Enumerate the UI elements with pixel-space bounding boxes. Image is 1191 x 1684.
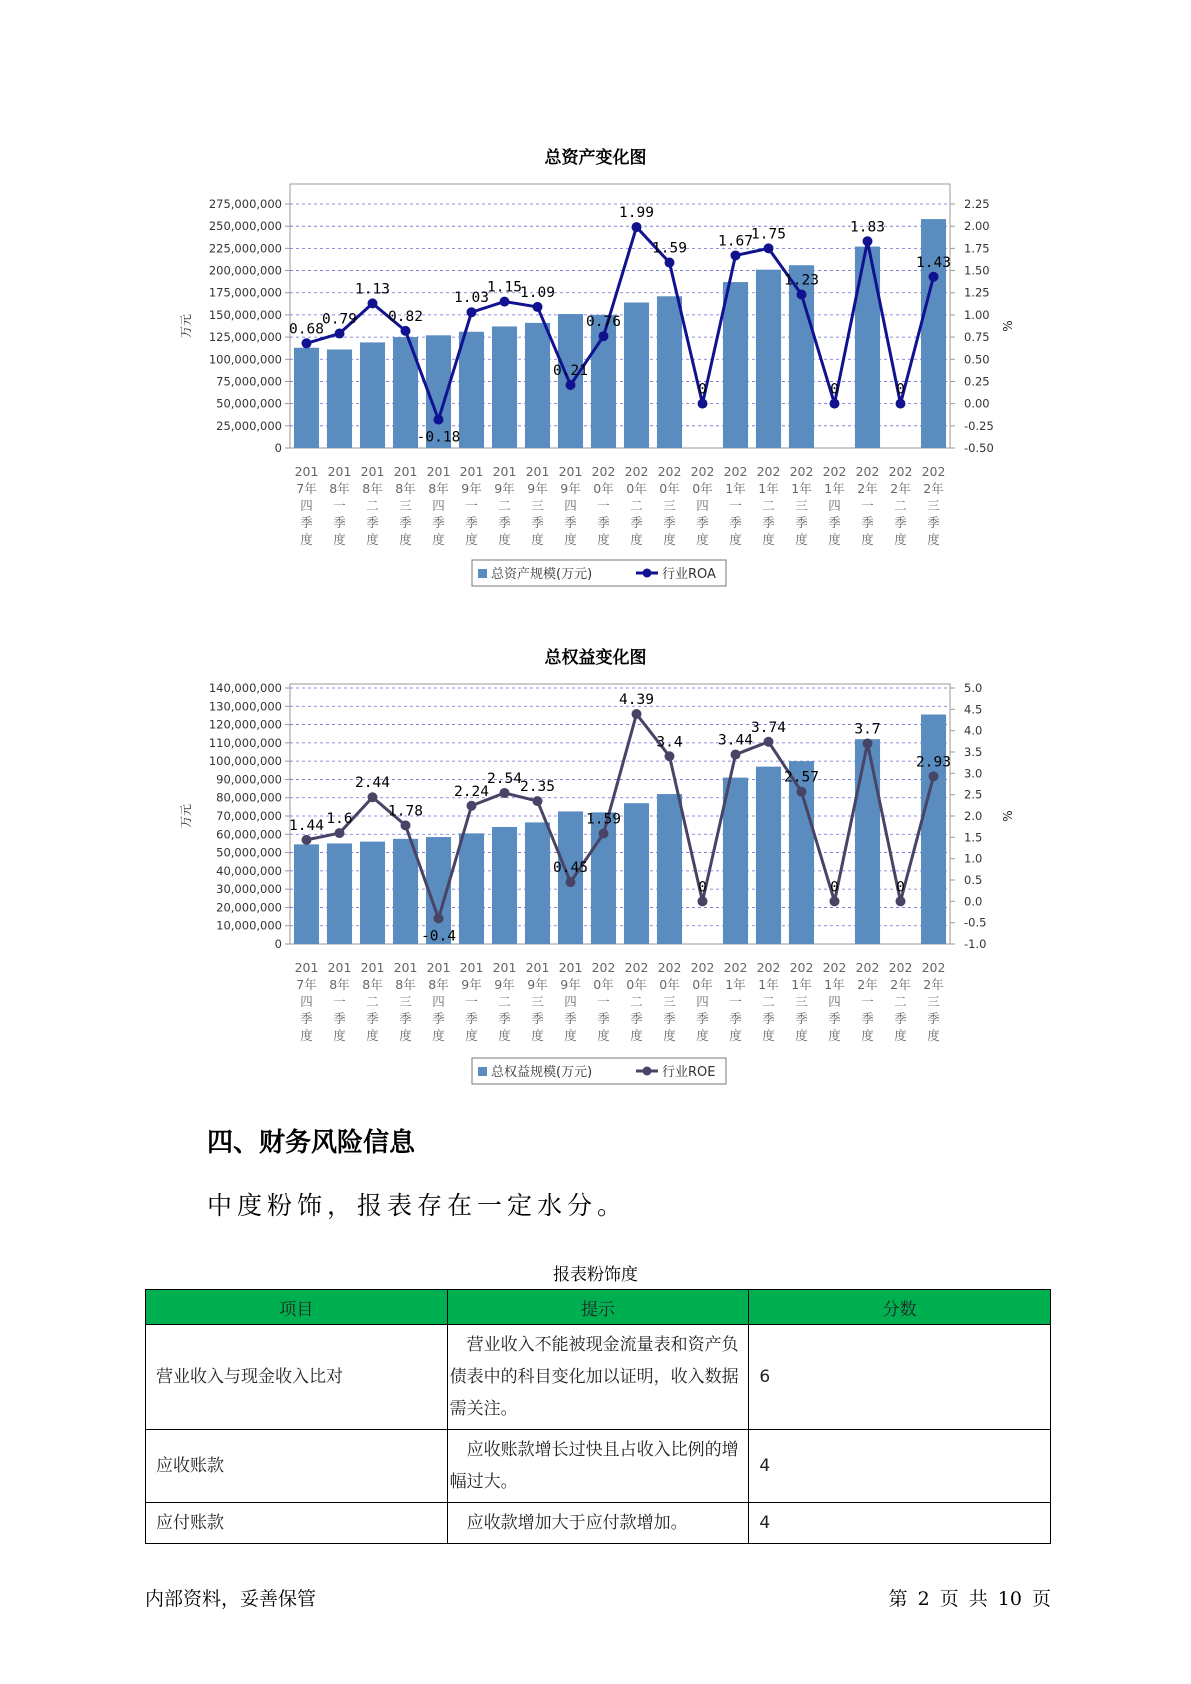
data-label: 2.93: [916, 754, 951, 771]
y2-tick-label: 5.0: [964, 681, 983, 695]
data-label: 1.78: [388, 803, 423, 820]
y2-axis-title: %: [1001, 320, 1015, 332]
data-label: 2.24: [454, 783, 489, 800]
y2-tick-label: 3.0: [964, 766, 983, 781]
data-label: 0: [698, 381, 707, 398]
line-point: [731, 250, 741, 260]
x-tick-label: 202 2年一季度: [855, 464, 880, 547]
header-score: 分数: [749, 1290, 1051, 1325]
data-label: 1.13: [355, 281, 390, 298]
y-tick-label: 40,000,000: [216, 863, 282, 878]
row-item: 营业收入与现金收入比对: [146, 1325, 448, 1430]
y-axis-title: 万元: [179, 803, 193, 829]
line-point: [467, 307, 477, 317]
y-tick-label: 250,000,000: [208, 219, 282, 234]
x-tick-label: 202 1年一季度: [723, 464, 748, 547]
y-tick-label: 150,000,000: [208, 307, 282, 322]
chart-title-total-assets: 总资产变化图: [544, 148, 647, 168]
data-label: 3.44: [718, 732, 753, 749]
x-tick-label: 202 0年二季度: [624, 960, 649, 1043]
y2-tick-label: 2.0: [964, 809, 983, 823]
line-point: [632, 709, 642, 719]
data-label: 0: [830, 381, 839, 398]
y2-tick-label: 0.00: [964, 396, 990, 411]
data-label: 0: [830, 879, 839, 896]
data-label: 0.68: [289, 321, 324, 338]
total-equity-chart: [0, 670, 1191, 1095]
risk-table: [145, 1289, 1051, 1544]
bar: [294, 348, 319, 448]
line-point: [566, 380, 576, 390]
data-label: 0: [896, 381, 905, 398]
y-tick-label: 200,000,000: [208, 263, 282, 278]
line-point: [335, 828, 345, 838]
line-point: [632, 222, 642, 232]
line-point: [830, 399, 840, 409]
line-point: [764, 243, 774, 253]
y2-tick-label: -0.50: [964, 441, 994, 455]
line-point: [896, 896, 906, 906]
x-tick-label: 201 9年三季度: [525, 960, 550, 1043]
bar: [393, 839, 418, 944]
y2-tick-label: 2.5: [964, 787, 983, 802]
y2-tick-label: 1.00: [964, 307, 990, 322]
y2-tick-label: 0.0: [964, 894, 983, 909]
x-tick-label: 202 0年三季度: [657, 464, 682, 547]
bar: [624, 302, 649, 448]
bar: [525, 822, 550, 944]
line-point: [566, 877, 576, 887]
line-point: [929, 771, 939, 781]
line-point: [335, 329, 345, 339]
data-label: 0: [896, 879, 905, 896]
table-row: [146, 1325, 1051, 1430]
y-tick-label: 120,000,000: [208, 717, 282, 732]
line-point: [797, 290, 807, 300]
footer-confidential: 内部资料，妥善保管: [145, 1588, 317, 1610]
y2-tick-label: 1.0: [964, 851, 983, 866]
row-score: 6: [749, 1325, 1051, 1430]
x-tick-label: 201 8年二季度: [360, 464, 385, 547]
line-point: [368, 792, 378, 802]
line-point: [434, 913, 444, 923]
y-tick-label: 175,000,000: [208, 285, 282, 300]
x-tick-label: 202 1年三季度: [789, 464, 814, 547]
bar: [327, 843, 352, 944]
x-tick-label: 202 0年三季度: [657, 960, 682, 1043]
line-point: [401, 820, 411, 830]
y2-tick-label: 0.25: [964, 374, 990, 389]
data-label: 1.09: [520, 284, 555, 301]
bar: [294, 844, 319, 944]
x-tick-label: 201 8年四季度: [426, 464, 451, 547]
legend-line-label: 行业ROE: [662, 1065, 716, 1080]
bar: [756, 767, 781, 944]
data-label: 1.43: [916, 254, 951, 271]
data-label: 0: [698, 879, 707, 896]
x-tick-label: 201 9年一季度: [459, 464, 484, 547]
data-label: 1.59: [652, 240, 687, 257]
y2-tick-label: 4.0: [964, 723, 983, 738]
line-point: [665, 258, 675, 268]
line-point: [863, 738, 873, 748]
x-tick-label: 201 7年四季度: [294, 960, 319, 1043]
data-label: -0.4: [421, 928, 456, 945]
bar: [360, 842, 385, 944]
data-label: 0.82: [388, 308, 423, 325]
legend-line-marker: [643, 569, 652, 578]
bar: [657, 296, 682, 448]
x-tick-label: 201 8年三季度: [393, 960, 418, 1043]
legend-line-label: 行业ROA: [662, 567, 716, 582]
y-tick-label: 225,000,000: [208, 241, 282, 256]
bar: [459, 332, 484, 448]
y-tick-label: 130,000,000: [208, 699, 282, 714]
data-label: 1.44: [289, 817, 324, 834]
y-tick-label: 100,000,000: [208, 352, 282, 367]
table-row: [146, 1503, 1051, 1544]
legend-bar-label: 总资产规模(万元): [491, 567, 593, 582]
line-point: [797, 787, 807, 797]
data-label: 1.99: [619, 205, 654, 222]
line-point: [467, 801, 477, 811]
bar: [525, 323, 550, 448]
y-tick-label: 125,000,000: [208, 330, 282, 345]
line-point: [533, 302, 543, 312]
line-point: [368, 298, 378, 308]
x-tick-label: 202 1年三季度: [789, 960, 814, 1043]
x-tick-label: 202 1年一季度: [723, 960, 748, 1043]
legend-bar-swatch: [478, 1067, 487, 1076]
line-point: [863, 236, 873, 246]
x-tick-label: 201 8年二季度: [360, 960, 385, 1043]
chart-title-total-equity: 总权益变化图: [544, 648, 647, 668]
y-tick-label: 60,000,000: [216, 827, 282, 842]
table-caption: 报表粉饰度: [553, 1265, 638, 1285]
y-tick-label: 80,000,000: [216, 790, 282, 805]
data-label: 0.76: [586, 314, 621, 331]
row-score: 4: [749, 1430, 1051, 1503]
row-item: 应收账款: [146, 1430, 448, 1503]
y2-tick-label: 1.75: [964, 241, 990, 256]
line-point: [434, 415, 444, 425]
y2-tick-label: 2.00: [964, 219, 990, 234]
data-label: 1.83: [850, 219, 885, 236]
y2-tick-label: 2.25: [964, 197, 990, 211]
data-label: 1.59: [586, 811, 621, 828]
line-point: [533, 796, 543, 806]
y2-tick-label: 0.50: [964, 352, 990, 367]
x-tick-label: 201 9年一季度: [459, 960, 484, 1043]
bar: [756, 270, 781, 448]
x-tick-label: 201 8年四季度: [426, 960, 451, 1043]
bar: [327, 350, 352, 448]
bar: [492, 326, 517, 448]
line-point: [302, 338, 312, 348]
y2-tick-label: -1.0: [964, 937, 987, 951]
x-tick-label: 202 2年二季度: [888, 960, 913, 1043]
data-label: 3.7: [854, 721, 881, 738]
y2-tick-label: 4.5: [964, 702, 983, 717]
row-hint: 应收款增加大于应付款增加。: [447, 1503, 749, 1544]
data-label: 1.03: [454, 290, 489, 307]
y2-tick-label: 0.5: [964, 873, 983, 887]
x-tick-label: 202 0年四季度: [690, 960, 715, 1043]
data-label: 1.6: [326, 811, 353, 828]
data-label: 2.57: [784, 769, 819, 786]
y2-tick-label: 1.5: [964, 830, 983, 845]
bar: [360, 342, 385, 448]
y-tick-label: 0: [274, 937, 282, 951]
y-tick-label: 20,000,000: [216, 900, 282, 915]
y2-tick-label: 3.5: [964, 745, 983, 759]
x-tick-label: 201 8年一季度: [327, 464, 352, 547]
bar: [855, 247, 880, 448]
header-hint: 提示: [447, 1290, 749, 1325]
row-hint: 营业收入不能被现金流量表和资产负债表中的科目变化加以证明，收入数据需关注。: [447, 1325, 749, 1430]
line-point: [599, 331, 609, 341]
y2-tick-label: -0.25: [964, 418, 994, 433]
total-assets-chart: [0, 170, 1191, 590]
data-label: 0.45: [553, 860, 588, 877]
bar: [657, 794, 682, 944]
x-tick-label: 202 0年一季度: [591, 464, 616, 547]
line-point: [302, 835, 312, 845]
x-tick-label: 201 9年四季度: [558, 464, 583, 547]
x-tick-label: 201 9年二季度: [492, 960, 517, 1043]
risk-summary: 中度粉饰，报表存在一定水分。: [207, 1191, 628, 1220]
header-item: 项目: [146, 1290, 448, 1325]
line-point: [698, 399, 708, 409]
y-tick-label: 100,000,000: [208, 754, 282, 769]
y-tick-label: 25,000,000: [216, 418, 282, 433]
y-tick-label: 30,000,000: [216, 882, 282, 897]
row-score: 4: [749, 1503, 1051, 1544]
y2-tick-label: 1.25: [964, 285, 990, 300]
data-label: -0.18: [416, 429, 461, 446]
y-tick-label: 70,000,000: [216, 809, 282, 823]
line-point: [599, 828, 609, 838]
table-header-row: [146, 1290, 1051, 1325]
x-tick-label: 202 2年二季度: [888, 464, 913, 547]
y-tick-label: 50,000,000: [216, 845, 282, 860]
x-tick-label: 201 9年三季度: [525, 464, 550, 547]
y-tick-label: 90,000,000: [216, 772, 282, 787]
x-tick-label: 202 0年四季度: [690, 464, 715, 547]
data-label: 4.39: [619, 692, 654, 709]
line-point: [929, 272, 939, 282]
bar: [921, 715, 946, 944]
x-tick-label: 201 8年三季度: [393, 464, 418, 547]
x-tick-label: 201 9年二季度: [492, 464, 517, 547]
x-tick-label: 201 8年一季度: [327, 960, 352, 1043]
legend-bar-label: 总权益规模(万元): [491, 1065, 593, 1080]
x-tick-label: 201 9年四季度: [558, 960, 583, 1043]
line-point: [500, 297, 510, 307]
data-label: 1.67: [718, 233, 753, 250]
line-point: [731, 750, 741, 760]
data-label: 2.35: [520, 779, 555, 796]
bar: [723, 282, 748, 448]
y2-axis-title: %: [1001, 810, 1015, 822]
legend-bar-swatch: [478, 569, 487, 578]
x-tick-label: 202 0年二季度: [624, 464, 649, 547]
y2-tick-label: 1.50: [964, 263, 990, 278]
footer-page-number: 第 2 页 共 10 页: [888, 1588, 1051, 1610]
x-tick-label: 202 0年一季度: [591, 960, 616, 1043]
data-label: 3.4: [656, 734, 683, 751]
data-label: 0.79: [322, 311, 357, 328]
x-tick-label: 202 1年二季度: [756, 960, 781, 1043]
x-tick-label: 202 1年二季度: [756, 464, 781, 547]
line-point: [500, 788, 510, 798]
data-label: 1.23: [784, 272, 819, 289]
table-row: [146, 1430, 1051, 1503]
x-tick-label: 202 1年四季度: [822, 960, 847, 1043]
y-axis-title: 万元: [179, 313, 193, 339]
row-item: 应付账款: [146, 1503, 448, 1544]
bar: [855, 739, 880, 944]
data-label: 0.21: [553, 363, 588, 380]
y-tick-label: 275,000,000: [208, 197, 282, 211]
legend-line-marker: [643, 1067, 652, 1076]
line-point: [665, 751, 675, 761]
y2-tick-label: 0.75: [964, 330, 990, 345]
data-label: 2.54: [487, 770, 522, 787]
data-label: 3.74: [751, 719, 786, 736]
bar: [459, 833, 484, 944]
y-tick-label: 110,000,000: [208, 735, 282, 750]
line-point: [698, 896, 708, 906]
x-tick-label: 202 2年三季度: [921, 960, 946, 1043]
x-tick-label: 202 1年四季度: [822, 464, 847, 547]
line-point: [830, 896, 840, 906]
y-tick-label: 0: [274, 441, 282, 455]
section-heading: 四、财务风险信息: [207, 1128, 416, 1158]
bar: [921, 219, 946, 448]
bar: [624, 803, 649, 944]
data-label: 2.44: [355, 775, 390, 792]
y-tick-label: 75,000,000: [216, 374, 282, 389]
bar: [492, 827, 517, 944]
row-hint: 应收账款增长过快且占收入比例的增幅过大。: [447, 1430, 749, 1503]
y-tick-label: 140,000,000: [208, 681, 282, 695]
y-tick-label: 50,000,000: [216, 396, 282, 411]
line-point: [764, 737, 774, 747]
y-tick-label: 10,000,000: [216, 918, 282, 933]
x-tick-label: 201 7年四季度: [294, 464, 319, 547]
x-tick-label: 202 2年一季度: [855, 960, 880, 1043]
x-tick-label: 202 2年三季度: [921, 464, 946, 547]
bar: [723, 778, 748, 944]
data-label: 1.75: [751, 226, 786, 243]
line-point: [896, 399, 906, 409]
data-label: 1.15: [487, 279, 522, 296]
y2-tick-label: -0.5: [964, 915, 987, 930]
line-point: [401, 326, 411, 336]
